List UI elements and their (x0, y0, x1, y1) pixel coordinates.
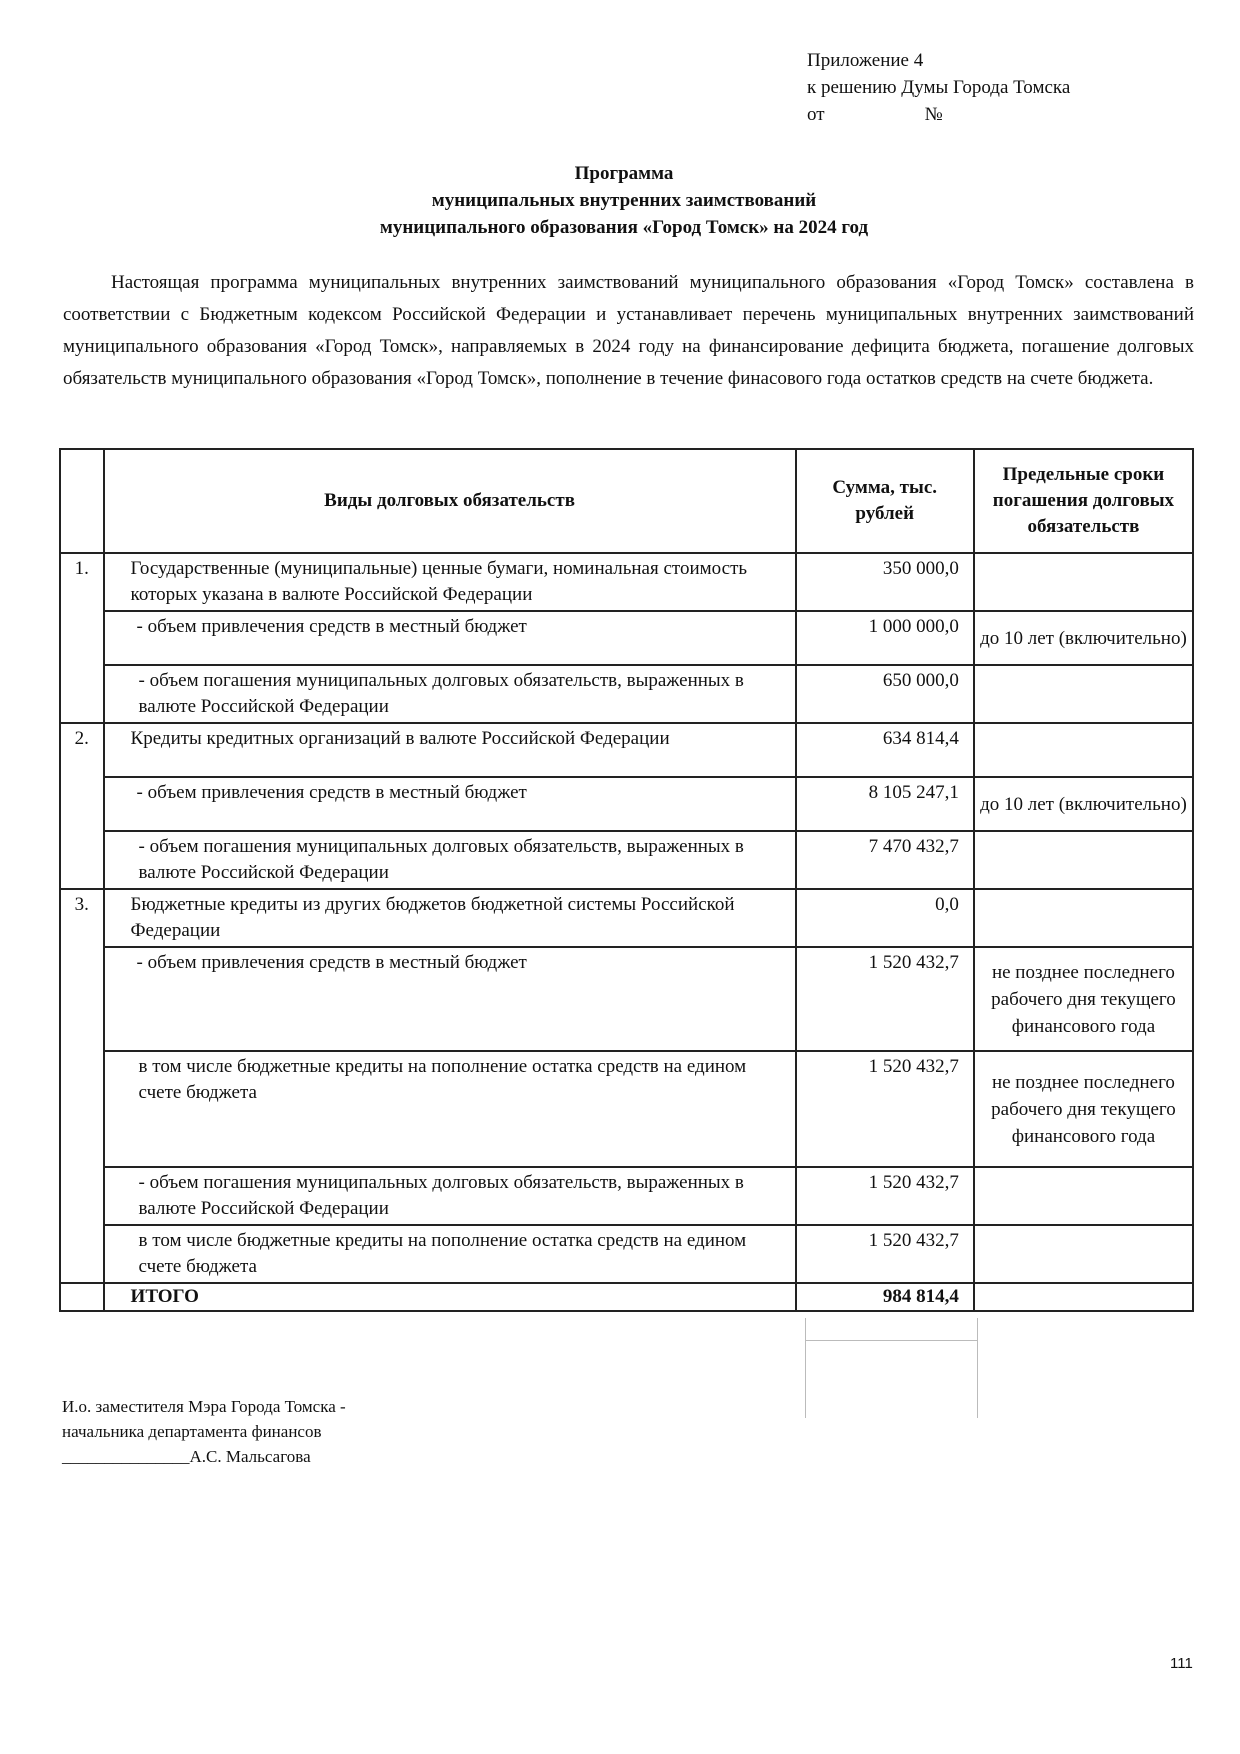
header-type: Виды долговых обязательств (104, 449, 796, 553)
row-term (974, 1225, 1193, 1283)
table-row (60, 947, 1193, 1051)
total-label: ИТОГО (104, 1283, 796, 1311)
row-type: - объем погашения муниципальных долговых обязательств, выраженных в валюте Российской Федерации (104, 665, 796, 723)
row-sum: 0,0 (796, 889, 974, 947)
row-type: - объем привлечения средств в местный бюджет (104, 611, 796, 665)
table-trailing-line-horizontal (805, 1340, 977, 1341)
row-term (974, 723, 1193, 777)
appendix-line-2: к решению Думы Города Томска (807, 77, 1071, 98)
row-sum: 1 520 432,7 (796, 1051, 974, 1167)
row-sum: 8 105 247,1 (796, 777, 974, 831)
row-term (974, 1167, 1193, 1225)
total-term (974, 1283, 1193, 1311)
appendix-number-label: № (924, 104, 943, 125)
signature-block (62, 1394, 346, 1469)
row-term: не позднее последнего рабочего дня текущего финансового года (974, 947, 1193, 1051)
row-sum: 634 814,4 (796, 723, 974, 777)
table-row (60, 1051, 1193, 1167)
appendix-date-number-line (807, 101, 1070, 128)
header-sum: Сумма, тыс. рублей (796, 449, 974, 553)
total-num (60, 1283, 104, 1311)
signature-line-1: И.о. заместителя Мэра Города Томска - (62, 1397, 346, 1416)
total-sum: 984 814,4 (796, 1283, 974, 1311)
row-sum: 1 520 432,7 (796, 1167, 974, 1225)
table-row (60, 831, 1193, 889)
row-type: Государственные (муниципальные) ценные бумаги, номинальная стоимость которых указана в валюте Российской Федерации (104, 553, 796, 611)
row-type: Бюджетные кредиты из других бюджетов бюджетной системы Российской Федерации (104, 889, 796, 947)
borrowing-table (59, 448, 1194, 1312)
header-num (60, 449, 104, 553)
signature-line-3: _______________А.С. Мальсагова (62, 1447, 311, 1466)
title-line-1: Программа (574, 163, 674, 184)
table-row (60, 553, 1193, 611)
row-sum: 1 520 432,7 (796, 947, 974, 1051)
appendix-line-1: Приложение 4 (807, 50, 924, 71)
appendix-from-label: от (807, 104, 825, 125)
row-type: в том числе бюджетные кредиты на пополнение остатка средств на едином счете бюджета (104, 1225, 796, 1283)
row-term: не позднее последнего рабочего дня текущего финансового года (974, 1051, 1193, 1167)
row-type: - объем погашения муниципальных долговых обязательств, выраженных в валюте Российской Федерации (104, 831, 796, 889)
signature-line-2: начальника департамента финансов (62, 1422, 322, 1441)
row-term (974, 889, 1193, 947)
table-total-row (60, 1283, 1193, 1311)
appendix-block (807, 47, 1070, 128)
row-type: Кредиты кредитных организаций в валюте Российской Федерации (104, 723, 796, 777)
title-line-3: муниципального образования «Город Томск» на 2024 год (379, 217, 869, 238)
row-num: 2. (60, 723, 104, 889)
row-term (974, 665, 1193, 723)
row-sum: 1 520 432,7 (796, 1225, 974, 1283)
table-row (60, 1167, 1193, 1225)
table-row (60, 777, 1193, 831)
row-sum: 350 000,0 (796, 553, 974, 611)
row-num: 3. (60, 889, 104, 1283)
table-row (60, 611, 1193, 665)
row-type: - объем привлечения средств в местный бюджет (104, 777, 796, 831)
page-number: 111 (1170, 1655, 1193, 1672)
row-sum: 650 000,0 (796, 665, 974, 723)
row-term (974, 831, 1193, 889)
intro-paragraph: Настоящая программа муниципальных внутренних заимствований муниципального образования «Город Томск» составлена в соответствии с Бюджетным кодексом Российской Федерации и устанавливает перечень муниципальных внутренних заимствований муниципального образования «Город Томск», направляемых в 2024 году на финансирование дефицита бюджета, погашение долговых обязательств муниципального образования «Город Томск», пополнение в течение финасового года остатков средств на счете бюджета. (63, 272, 1194, 389)
row-term: до 10 лет (включительно) (974, 777, 1193, 831)
table-row (60, 889, 1193, 947)
row-type: - объем привлечения средств в местный бюджет (104, 947, 796, 1051)
row-term (974, 553, 1193, 611)
row-sum: 1 000 000,0 (796, 611, 974, 665)
document-title (60, 160, 1188, 241)
header-term: Предельные сроки погашения долговых обязательств (974, 449, 1193, 553)
row-num: 1. (60, 553, 104, 723)
row-type: - объем погашения муниципальных долговых обязательств, выраженных в валюте Российской Федерации (104, 1167, 796, 1225)
table-row (60, 665, 1193, 723)
row-sum: 7 470 432,7 (796, 831, 974, 889)
table-trailing-line-left (805, 1318, 806, 1418)
table-row (60, 1225, 1193, 1283)
table-header-row (60, 449, 1193, 553)
title-line-2: муниципальных внутренних заимствований (431, 190, 817, 211)
table-trailing-line-right (977, 1318, 978, 1418)
table-row (60, 723, 1193, 777)
row-term: до 10 лет (включительно) (974, 611, 1193, 665)
row-type: в том числе бюджетные кредиты на пополнение остатка средств на едином счете бюджета (104, 1051, 796, 1167)
